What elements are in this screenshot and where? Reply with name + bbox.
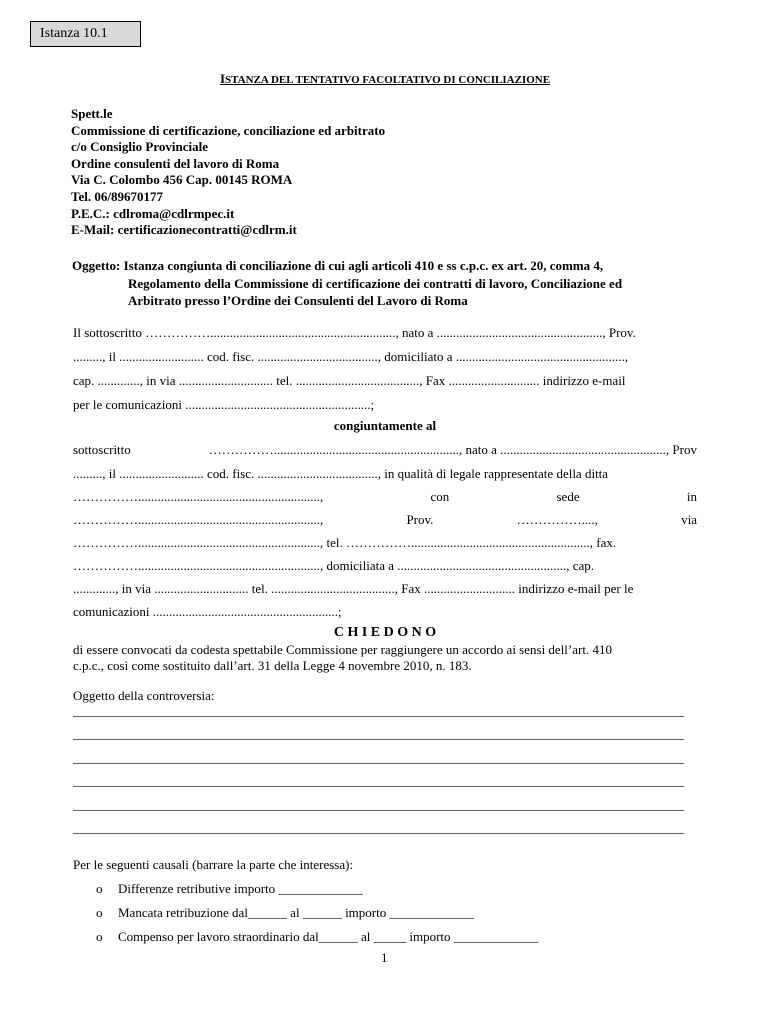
- field-text: via: [681, 512, 697, 527]
- first-party-line: Il sottoscritto ……………........................................................., nato a ..................................................., Prov.: [73, 325, 636, 340]
- address-line: Tel. 06/89670177: [71, 188, 163, 204]
- field-text: con: [430, 489, 450, 504]
- congiuntamente-heading: congiuntamente al: [333, 418, 437, 433]
- title-rest: STANZA DEL TENTATIVO FACOLTATIVO DI CONCILIAZIONE: [225, 74, 551, 86]
- first-party-line: per le comunicazioni .........................................................;: [73, 397, 375, 412]
- causale-item: [96, 881, 363, 897]
- field-text: sede: [556, 489, 580, 504]
- field-text: in: [686, 489, 697, 504]
- address-line: Via C. Colombo 456 Cap. 00145 ROMA: [71, 172, 293, 188]
- field-text: ........., il .......................... cod. fisc. ....................................., in qualità di legale rappresentate della ditta: [73, 466, 609, 481]
- first-party-line: cap. ............., in via ............................. tel. ......................................, Fax ............................ indirizzo e-mail: [73, 373, 626, 388]
- chiedono-heading: C H I E D O N O: [333, 625, 437, 640]
- causale-text: Differenze retributive importo _____________: [118, 881, 363, 896]
- second-party-line: [73, 535, 697, 551]
- first-party-line: ........., il .......................... cod. fisc. ....................................., domiciliato a ....................................................,: [73, 349, 628, 364]
- field-text: ……………........................................................, tel. ……………......................................................., fax.: [73, 535, 617, 550]
- field-text: ……………........................................................,: [73, 512, 324, 527]
- page-number: 1: [381, 950, 388, 965]
- recipient-address: [71, 106, 385, 239]
- controversy-blank-line: ______________________________________________________________________________________________: [73, 797, 684, 812]
- address-line: E-Mail: certificazionecontratti@cdlrm.it: [71, 222, 297, 238]
- field-text: ……………........................................................, domiciliata a ...................................................., cap.: [73, 558, 595, 573]
- address-line: c/o Consiglio Provinciale: [71, 139, 208, 155]
- address-line: Ordine consulenti del lavoro di Roma: [71, 155, 280, 171]
- field-text: ……………....,: [516, 512, 598, 527]
- controversy-blank-line: ______________________________________________________________________________________________: [73, 820, 684, 835]
- controversy-blank-line: ______________________________________________________________________________________________: [73, 703, 684, 718]
- causali-label: Per le seguenti causali (barrare la parte che interessa):: [73, 857, 354, 872]
- controversy-label: Oggetto della controversia:: [73, 688, 215, 703]
- bullet-icon: o: [96, 929, 103, 944]
- title-initial: I: [219, 71, 225, 86]
- field-label: sottoscritto: [73, 442, 131, 457]
- document-title: [0, 71, 770, 87]
- document-tag: Istanza 10.1: [30, 21, 141, 47]
- second-party-line: [73, 512, 697, 528]
- second-party-line: [73, 581, 697, 597]
- controversy-blank-line: ______________________________________________________________________________________________: [73, 726, 684, 741]
- second-party-line: [73, 466, 697, 482]
- subject-line: Regolamento della Commissione di certificazione dei contratti di lavoro, Conciliazione ed: [128, 275, 623, 291]
- subject-line: Arbitrato presso l’Ordine dei Consulenti del Lavoro di Roma: [128, 293, 468, 308]
- controversy-blank-line: ______________________________________________________________________________________________: [73, 750, 684, 765]
- second-party-line: [73, 442, 697, 458]
- field-text: ............., in via ............................. tel. ......................................, Fax ............................ indirizzo e-mail per le: [73, 581, 634, 596]
- second-party-line: [73, 489, 697, 505]
- address-line: Spett.le: [71, 106, 113, 121]
- bullet-icon: o: [96, 905, 103, 920]
- field-text: ……………........................................................., nato a ..................................................., Prov: [208, 442, 697, 457]
- second-party-line: [73, 558, 697, 574]
- field-text: ……………........................................................,: [73, 489, 324, 504]
- subject-line: Oggetto: Istanza congiunta di conciliazione di cui agli articoli 410 e ss c.p.c. ex art. 20, comma 4,: [72, 258, 604, 273]
- address-line: Commissione di certificazione, conciliazione ed arbitrato: [71, 122, 386, 138]
- field-text: Prov.: [406, 512, 434, 527]
- request-text-line: di essere convocati da codesta spettabile Commissione per raggiungere un accordo ai sensi dell’art. 410: [73, 642, 612, 657]
- causale-item: [96, 905, 474, 921]
- causale-text: Mancata retribuzione dal______ al ______ importo _____________: [118, 905, 474, 920]
- second-party-line: comunicazioni .........................................................;: [73, 604, 342, 619]
- subject-block: [72, 257, 622, 310]
- request-text-line: c.p.c., così come sostituito dall’art. 31 della Legge 4 novembre 2010, n. 183.: [73, 658, 472, 673]
- causale-item: [96, 929, 538, 945]
- address-line: P.E.C.: cdlroma@cdlrmpec.it: [71, 205, 235, 221]
- bullet-icon: o: [96, 881, 103, 896]
- controversy-blank-line: ______________________________________________________________________________________________: [73, 773, 684, 788]
- causale-text: Compenso per lavoro straordinario dal______ al _____ importo _____________: [118, 929, 539, 944]
